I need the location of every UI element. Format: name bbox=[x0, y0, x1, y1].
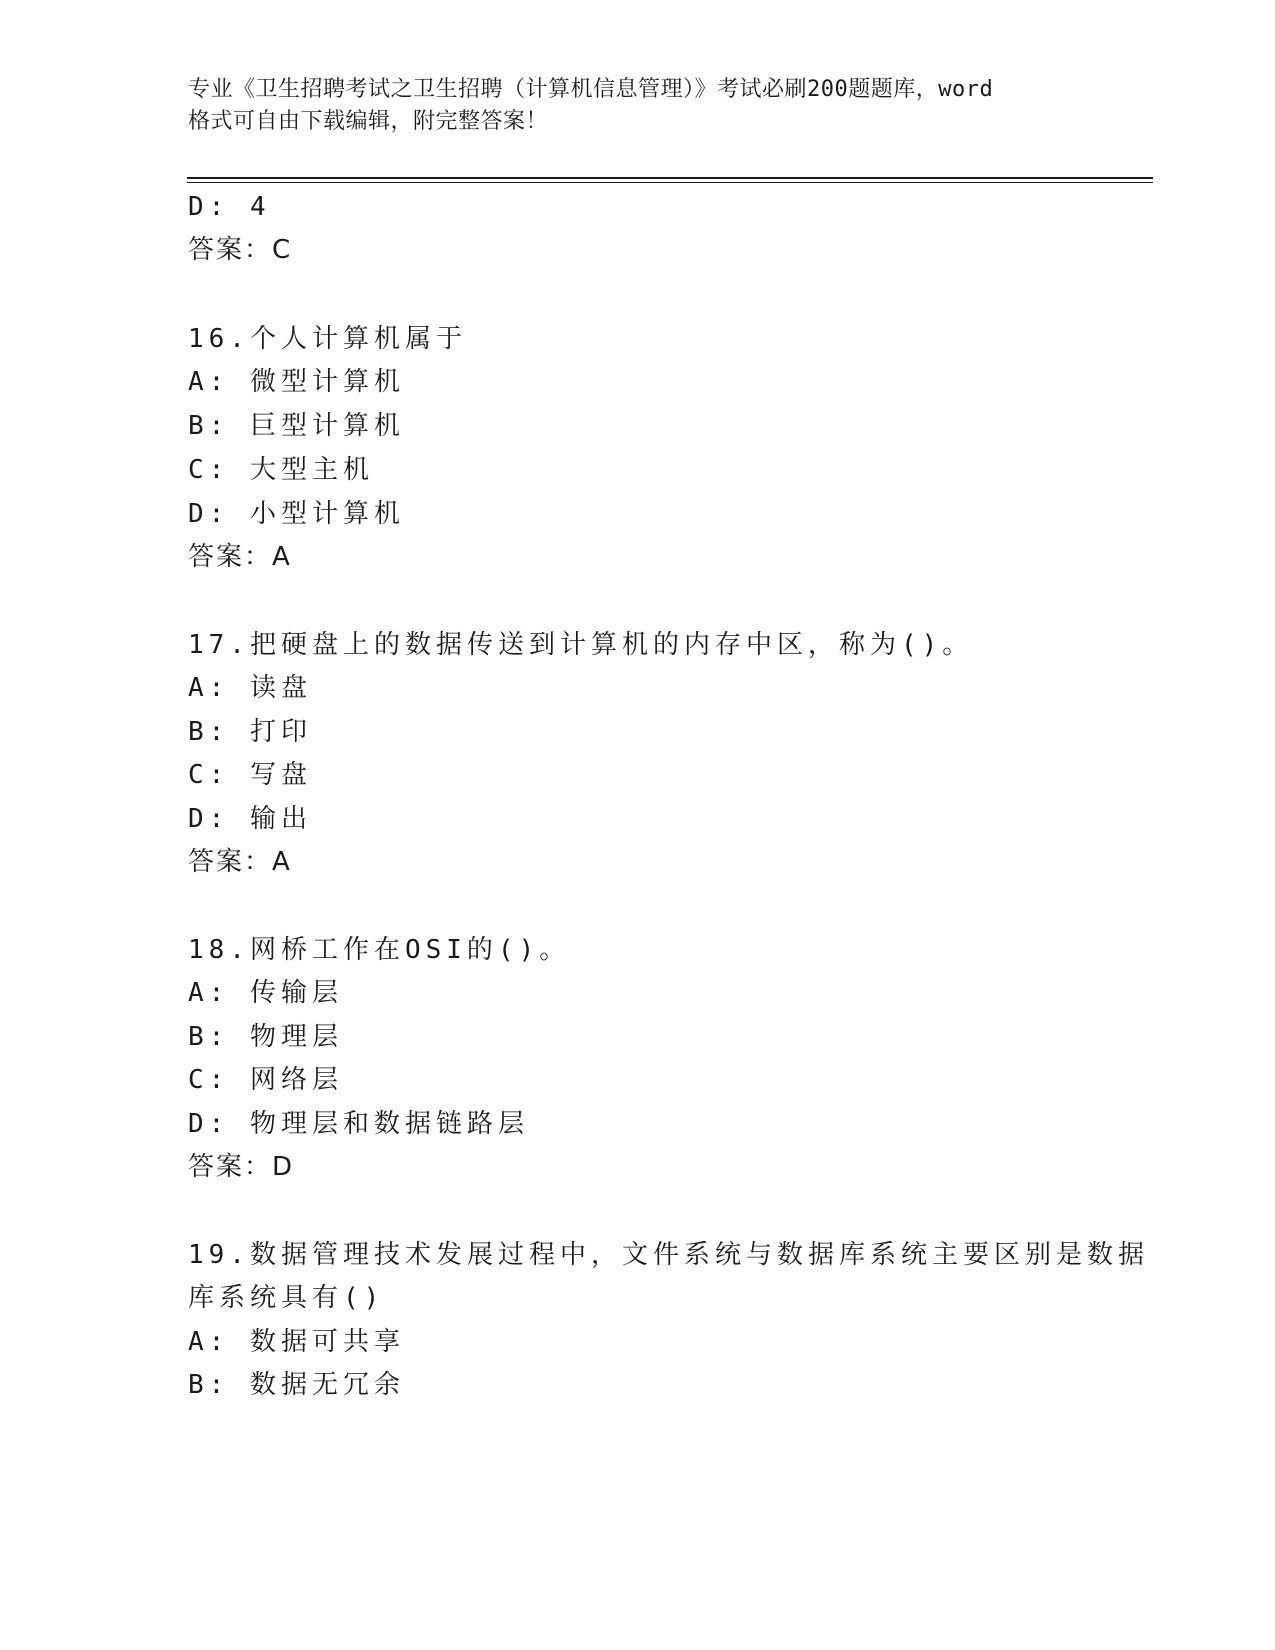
option-a: A: 传输层 bbox=[188, 978, 343, 1008]
answer: 答案：A bbox=[188, 542, 292, 572]
option-c: C: 网络层 bbox=[188, 1065, 343, 1095]
answer: 答案：A bbox=[188, 847, 292, 877]
question-stem: 16.个人计算机属于 bbox=[188, 324, 467, 354]
option-a: A: 读盘 bbox=[188, 673, 312, 703]
option-d: D: 输出 bbox=[188, 804, 312, 834]
option-a: A: 微型计算机 bbox=[188, 367, 405, 397]
question-stem: 17.把硬盘上的数据传送到计算机的内存中区，称为()。 bbox=[188, 630, 974, 660]
document-header bbox=[188, 74, 1088, 138]
question-stem: 18.网桥工作在OSI的()。 bbox=[188, 935, 571, 965]
option-d: D: 小型计算机 bbox=[188, 499, 405, 529]
answer: 答案：D bbox=[188, 1152, 295, 1182]
header-line-2: 格式可自由下载编辑，附完整答案！ bbox=[188, 109, 549, 134]
header-rule-thin bbox=[187, 182, 1153, 183]
option-b: B: 物理层 bbox=[188, 1022, 343, 1052]
answer: 答案：C bbox=[188, 235, 293, 265]
header-line-1: 专业《卫生招聘考试之卫生招聘（计算机信息管理）》考试必刷200题题库，word bbox=[188, 77, 994, 102]
option-a: A: 数据可共享 bbox=[188, 1327, 405, 1357]
option-b: B: 巨型计算机 bbox=[188, 411, 405, 441]
option-d: D: 4 bbox=[188, 192, 271, 222]
option-c: C: 写盘 bbox=[188, 760, 312, 790]
option-b: B: 数据无冗余 bbox=[188, 1370, 405, 1400]
header-rule-thick bbox=[187, 177, 1153, 179]
question-stem-continued: 库系统具有() bbox=[188, 1283, 385, 1313]
question-stem: 19.数据管理技术发展过程中，文件系统与数据库系统主要区别是数据 bbox=[188, 1240, 1149, 1270]
option-c: C: 大型主机 bbox=[188, 455, 374, 485]
option-b: B: 打印 bbox=[188, 717, 312, 747]
option-d: D: 物理层和数据链路层 bbox=[188, 1109, 529, 1139]
